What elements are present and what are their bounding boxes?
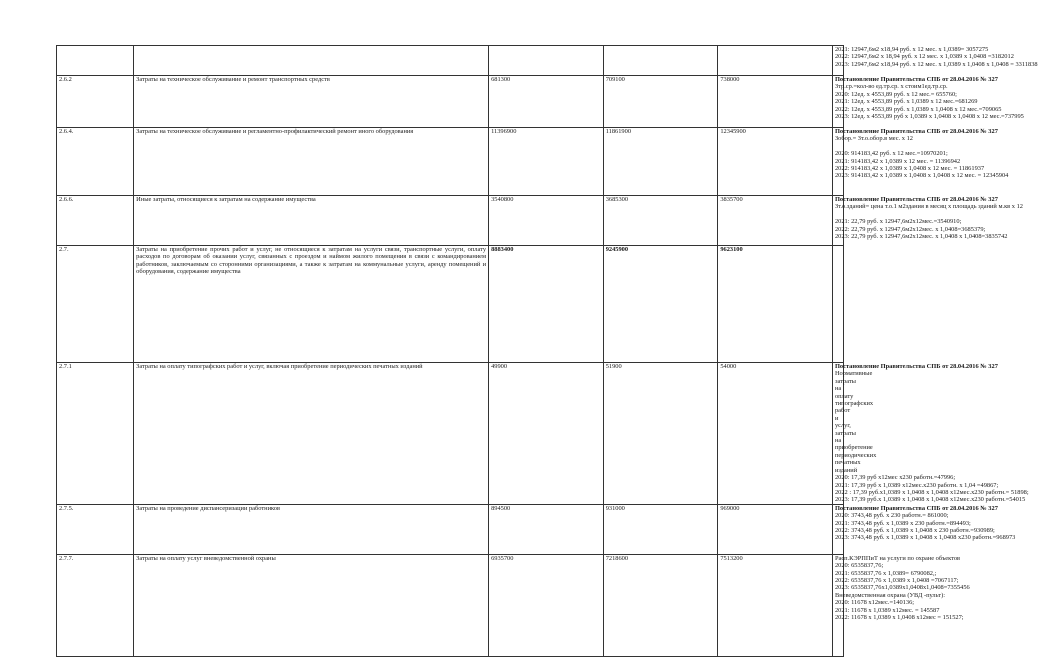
calculation-line: Расп.КЭРППиТ на услуги по охране объектов <box>834 554 961 562</box>
value-2021: 6935700 <box>489 554 604 656</box>
calculation-line: 2023: 12ед. х 4553,89 руб х 1,0389 х 1,0408 х 1,0408 х 12 мес.=737995 <box>834 113 1024 121</box>
calculation-line: 2020: 17,39 руб х12мес х230 работн.=47996; <box>834 474 956 482</box>
calculation-line: 2023: 12947,6м2 х18,94 руб. х 12 мес. х 1,0389 х 1,0408 х 1,0408 = 3311838 <box>834 60 1038 68</box>
expense-name: Затраты на оплату услуг вневедомственной охраны <box>134 554 489 656</box>
row-number: 2.6.2 <box>57 76 134 128</box>
calculation-line: 2022: 12947,6м2 х 18,94 руб. х 12 мес. х 1,0389 х 1,0408 =3182012 <box>834 53 1014 61</box>
value-2021 <box>489 46 604 76</box>
calculation-line: 2021: 17,39 руб х 1,0389 х12мес.х230 работн. х 1,04 =49867; <box>834 481 999 489</box>
value-2023 <box>718 46 833 76</box>
calculation-line: 2021: 914183,42 х 1,0389 х 12 мес. = 11396942 <box>834 157 961 165</box>
calculation-line: Зобор.= Зт.о.обор.в мес. х 12 <box>834 135 913 143</box>
calculation-line: 2021: 6535837,76 х 1,0389= 6790082,; <box>834 569 937 577</box>
calculation-line: 2022 : 17,39 руб.х1,0389 х 1,0408 х 1,0408 х12мес.х230 работн.= 51898; <box>834 488 1029 496</box>
calculation-basis <box>832 76 1024 128</box>
calculation-basis <box>832 196 1023 246</box>
row-number: 2.6.6. <box>57 196 134 246</box>
regulation-heading: Постановление Правительства СПБ от 28.04.2016 № 327 <box>834 196 998 203</box>
calculation-line: 2022: 11678 х 1,0389 х 1,0408 х12мес = 151527; <box>834 613 964 621</box>
calculation-line: 2023: 914183,42 х 1,0389 х 1,0408 х 1,0408 х 12 мес. = 12345904 <box>834 172 1009 180</box>
table-row <box>57 196 844 246</box>
row-number: 2.7.1 <box>57 363 134 505</box>
calculation-line: 2020: 3743,48 руб. х 230 работн.= 861000; <box>834 512 949 520</box>
value-2021: 3540800 <box>489 196 604 246</box>
regulation-heading: Постановление Правительства СПБ от 28.04.2016 № 327 <box>834 504 998 512</box>
calculation-line: 2022: 6535837,76 х 1,0389 х 1,0408 =7067117; <box>834 576 959 584</box>
calculation-basis <box>832 246 843 363</box>
expense-name: Затраты на техническое обслуживание и ремонт транспортных средств <box>134 76 489 128</box>
value-2022: 709100 <box>603 76 718 128</box>
expense-name: Затраты на оплату типографских работ и услуг, включая приобретение периодических печатных изданий <box>134 363 489 505</box>
calculation-line: 2022: 914183,42 х 1,0389 х 1,0408 х 12 мес. = 11861937 <box>834 165 985 173</box>
table-row <box>57 76 844 128</box>
expense-name: Иные затраты, относящиеся к затратам на содержание имущества <box>134 196 489 246</box>
table-row <box>57 504 844 554</box>
value-2022: 51900 <box>603 363 718 505</box>
value-2023: 7513200 <box>718 554 833 656</box>
calculation-line: 2020: 914183,42 руб. х 12 мес.=10970201; <box>834 150 948 158</box>
basis-paragraph: Нормативные затраты на оплату типографских работ и услуг, затраты на приобретение периодических печатных изданий <box>834 370 877 474</box>
value-2021: 681300 <box>489 76 604 128</box>
value-2022: 11861900 <box>603 128 718 196</box>
calculation-basis <box>832 554 970 656</box>
calculation-line: 2021: 12947,6м2 х18,94 руб. х 12 мес. х 1,0389= 3057275 <box>834 46 989 53</box>
calculation-line: 2020: 11678 х12мес.=140136; <box>834 599 915 607</box>
calculation-line: 2022: 12ед. х 4553,89 руб. х 1,0389 х 1,0408 х 12 мес.=709065 <box>834 105 1002 113</box>
blank-line <box>835 211 841 218</box>
calculation-line: 2023: 22,79 руб. х 12947,6м2х12мес. х 1,0408 х 1,0408=3835742 <box>834 233 1008 241</box>
value-2023: 3835700 <box>718 196 833 246</box>
calculation-line: 2021: 22,79 руб. х 12947,6м2х12мес.=3540910; <box>834 218 962 226</box>
budget-table <box>56 45 1038 657</box>
value-2021: 11396900 <box>489 128 604 196</box>
value-2022: 3685300 <box>603 196 718 246</box>
value-2022: 931000 <box>603 504 718 554</box>
calculation-line: 2020: 12ед. х 4553,89 руб. х 12 мес.= 655760; <box>834 90 957 98</box>
expense-name: Затраты на приобретение прочих работ и услуг, не относящиеся к затратам на услуги связи, транспортные услуги, оплату расходов по договорам об оказании услуг, связанных с проездом и наймом жилого помещения в связи с командированием работников, заключаемым со сторонними организациями, а также к затратам на коммунальные услуги, аренду помещений и оборудования, содержание имущества <box>134 246 489 363</box>
table-body <box>57 46 1038 657</box>
value-2023: 9623100 <box>718 246 833 363</box>
value-2021: 49900 <box>489 363 604 505</box>
expense-name <box>134 46 489 76</box>
row-number: 2.7.7. <box>57 554 134 656</box>
calculation-line: Зтр.ср.=кол-во ед.тр.ср. х стоим1ед.тр.ср. <box>834 83 948 91</box>
calculation-basis <box>832 46 1038 76</box>
table-row <box>57 363 844 505</box>
value-2021: 894500 <box>489 504 604 554</box>
value-2023: 54000 <box>718 363 833 505</box>
calculation-line: 2022: 22,79 руб. х 12947,6м2х12мес. х 1,0408=3685379; <box>834 225 986 233</box>
calculation-line: 2021: 3743,48 руб. х 1,0389 х 230 работн.=894493; <box>834 519 971 527</box>
regulation-heading: Постановление Правительства СПБ от 28.04.2016 № 327 <box>834 76 998 83</box>
row-number <box>57 46 134 76</box>
expense-name: Затраты на техническое обслуживание и регламентно-профилактический ремонт иного оборудования <box>134 128 489 196</box>
regulation-heading: Постановление Правительства СПБ от 28.04.2016 № 327 <box>834 128 998 135</box>
calculation-line: Вневедомственная охрана (УВД -пульт): <box>834 591 945 599</box>
regulation-heading: Постановление Правительства СПБ от 28.04.2016 № 327 <box>834 363 998 370</box>
value-2023: 12345900 <box>718 128 833 196</box>
calculation-line: 2023: 6535837,76х1,0389х1,0408х1,0408=7355456 <box>834 584 970 592</box>
value-2023: 969000 <box>718 504 833 554</box>
value-2021: 8883400 <box>489 246 604 363</box>
table-row <box>57 46 844 76</box>
calculation-line: Зт.о.зданий= цена т.о.1 м2здания в месяц х площадь зданий м.кв х 12 <box>834 203 1023 211</box>
value-2022: 9245900 <box>603 246 718 363</box>
row-number: 2.7. <box>57 246 134 363</box>
row-number: 2.7.5. <box>57 504 134 554</box>
calculation-basis <box>832 363 1029 505</box>
calculation-basis <box>832 504 1016 554</box>
calculation-line: 2020: 6535837,76; <box>834 562 884 570</box>
calculation-line: 2023: 3743,48 руб. х 1,0389 х 1,0408 х 1,0408 х230 работн.=968973 <box>834 534 1016 542</box>
value-2022: 7218600 <box>603 554 718 656</box>
expense-name: Затраты на проведение диспансеризации работников <box>134 504 489 554</box>
table-row <box>57 246 844 363</box>
table-row <box>57 554 844 656</box>
calculation-line: 2021: 12ед. х 4553,89 руб. х 1,0389 х 12 мес.=681269 <box>834 98 978 106</box>
value-2022 <box>603 46 718 76</box>
table-row <box>57 128 844 196</box>
calculation-line: 2021: 11678 х 1,0389 х12мес. = 145587 <box>834 606 940 614</box>
value-2023: 738000 <box>718 76 833 128</box>
calculation-line: 2022: 3743,48 руб. х 1,0389 х 1,0408 х 230 работн.=930989; <box>834 526 995 534</box>
calculation-basis <box>832 128 1009 196</box>
blank-line <box>835 143 841 150</box>
calculation-line: 2023: 17,39 руб.х 1,0389 х 1,0408 х 1,0408 х12мес.х230 работн.=54015 <box>834 496 1026 504</box>
row-number: 2.6.4. <box>57 128 134 196</box>
